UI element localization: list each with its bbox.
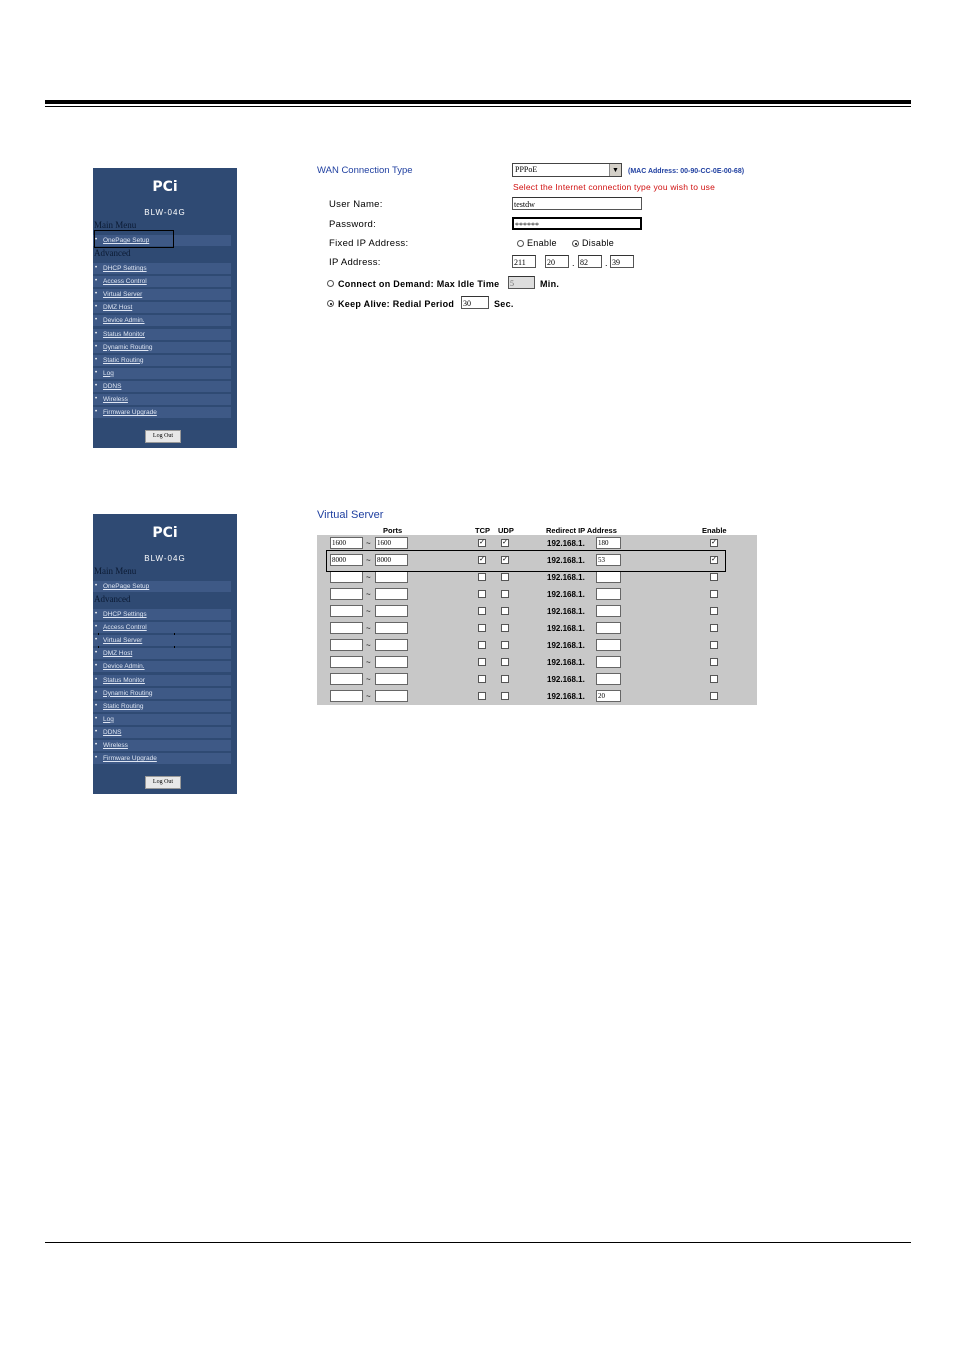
- bullet-icon: •: [95, 676, 98, 683]
- tcp-checkbox[interactable]: [478, 641, 486, 649]
- ip-prefix: 192.168.1.: [547, 539, 585, 548]
- enable-checkbox[interactable]: [710, 675, 718, 683]
- top-rule-thin: [45, 106, 911, 107]
- sidebar-item-dynamic-routing[interactable]: [93, 688, 231, 699]
- sidebar-item-access-control[interactable]: [93, 276, 231, 287]
- sidebar-item-label: Wireless: [103, 742, 128, 749]
- port-from-input[interactable]: [330, 571, 363, 583]
- bullet-icon: •: [95, 396, 98, 402]
- ip-dot-separator: .: [605, 258, 608, 268]
- port-from-input[interactable]: 8000: [330, 554, 363, 566]
- ip-prefix: 192.168.1.: [547, 624, 585, 633]
- redial-period-input[interactable]: 30: [461, 296, 489, 309]
- port-to-input[interactable]: 1600: [375, 537, 408, 549]
- table-row: [317, 603, 757, 620]
- sidebar-item-label: Virtual Server: [103, 637, 143, 645]
- sidebar-item-log[interactable]: [93, 714, 231, 725]
- bullet-icon: •: [95, 663, 98, 670]
- bullet-icon: •: [95, 742, 98, 748]
- bullet-icon: •: [95, 343, 98, 350]
- bullet-icon: •: [95, 650, 98, 657]
- tcp-header: TCP: [475, 526, 490, 535]
- fixed-ip-disable-radio[interactable]: [572, 240, 579, 247]
- enable-checkbox[interactable]: [710, 692, 718, 700]
- udp-checkbox[interactable]: [501, 590, 509, 598]
- sidebar-item-label: Access Control: [103, 624, 147, 632]
- sidebar-item-ddns[interactable]: [93, 727, 231, 738]
- ip-octet-4[interactable]: 39: [610, 255, 634, 268]
- sidebar-item-label: DHCP Settings: [103, 265, 147, 272]
- udp-header: UDP: [498, 526, 514, 535]
- bullet-icon: •: [95, 755, 98, 762]
- connect-on-demand-radio[interactable]: [327, 280, 334, 287]
- sidebar-item-label: Device Admin.: [103, 317, 145, 325]
- udp-checkbox[interactable]: [501, 573, 509, 581]
- bullet-icon: •: [95, 583, 98, 589]
- port-to-input[interactable]: [375, 690, 408, 702]
- sidebar-item-label: DMZ Host: [103, 650, 133, 658]
- udp-checkbox[interactable]: [501, 607, 509, 615]
- wan-type-value: PPPoE: [515, 165, 538, 174]
- keep-alive-radio[interactable]: [327, 300, 334, 307]
- bullet-icon: •: [95, 409, 98, 416]
- logout-button[interactable]: Log Out: [145, 430, 181, 443]
- redirect-ip-input[interactable]: [596, 656, 621, 668]
- sidebar-item-label: OnePage Setup: [103, 237, 150, 244]
- sidebar-item-static-routing[interactable]: [93, 355, 231, 366]
- sidebar-item-label: Firmware Upgrade: [103, 755, 157, 763]
- keep-alive-label: Keep Alive: Redial Period: [338, 299, 455, 309]
- port-range-tilde: ~: [366, 539, 371, 548]
- sidebar-item-firmware-upgrade[interactable]: [93, 753, 231, 764]
- dropdown-arrow-icon[interactable]: ▼: [609, 164, 621, 176]
- highlight-box: [94, 230, 174, 248]
- sidebar-item-label: Virtual Server: [103, 291, 143, 299]
- bullet-icon: •: [95, 237, 98, 243]
- enable-checkbox[interactable]: [710, 607, 718, 615]
- sidebar-item-device-admin[interactable]: [93, 661, 231, 672]
- wan-connection-type-label: WAN Connection Type: [317, 165, 413, 176]
- connection-type-hint: Select the Internet connection type you wish to use: [513, 182, 716, 192]
- table-row: [317, 637, 757, 654]
- redirect-ip-input[interactable]: 53: [596, 554, 621, 566]
- sec-unit-label: Sec.: [494, 299, 514, 309]
- tcp-checkbox[interactable]: [478, 675, 486, 683]
- enable-checkbox[interactable]: ✓: [711, 556, 717, 563]
- udp-checkbox[interactable]: ✓: [502, 556, 508, 563]
- enable-checkbox[interactable]: [710, 590, 718, 598]
- sidebar-item-label: Log: [103, 715, 114, 723]
- redirect-ip-input[interactable]: [596, 605, 621, 617]
- tcp-checkbox[interactable]: [478, 590, 486, 598]
- port-range-tilde: ~: [366, 590, 371, 599]
- bullet-icon: •: [95, 304, 98, 311]
- password-label: Password:: [329, 219, 377, 230]
- sidebar-item-onepage-setup[interactable]: [93, 581, 231, 592]
- tcp-checkbox[interactable]: [478, 658, 486, 666]
- bullet-icon: •: [95, 715, 98, 722]
- sidebar-item-label: Log: [103, 369, 114, 377]
- sidebar-item-ddns[interactable]: [93, 381, 231, 392]
- mac-address: (MAC Address: 00-90-CC-0E-00-68): [628, 168, 745, 175]
- sidebar-item-status-monitor[interactable]: [93, 675, 231, 686]
- udp-checkbox[interactable]: ✓: [502, 539, 508, 546]
- sidebar-item-static-routing[interactable]: [93, 701, 231, 712]
- sidebar-item-virtual-server[interactable]: [93, 635, 231, 646]
- ip-octet-3[interactable]: 82: [578, 255, 602, 268]
- port-to-input[interactable]: [375, 605, 408, 617]
- tcp-checkbox[interactable]: ✓: [479, 556, 485, 563]
- tcp-checkbox[interactable]: ✓: [479, 539, 485, 546]
- ip-prefix: 192.168.1.: [547, 607, 585, 616]
- ports-header: Ports: [383, 526, 403, 535]
- sidebar-item-label: Dynamic Routing: [103, 689, 153, 697]
- main-menu-heading: Main Menu: [94, 220, 137, 230]
- tcp-checkbox[interactable]: [478, 692, 486, 700]
- min-unit-label: Min.: [540, 279, 560, 289]
- fixed-ip-label: Fixed IP Address:: [329, 238, 409, 249]
- sidebar-item-label: Static Routing: [103, 356, 144, 364]
- main-menu-heading: Main Menu: [94, 566, 137, 576]
- port-range-tilde: ~: [366, 624, 371, 633]
- port-to-input[interactable]: [375, 656, 408, 668]
- bullet-icon: •: [95, 369, 98, 376]
- ip-octet-1[interactable]: 211: [512, 255, 536, 268]
- port-range-tilde: ~: [366, 556, 371, 565]
- enable-checkbox[interactable]: [710, 658, 718, 666]
- connect-on-demand-label: Connect on Demand: Max Idle Time: [338, 279, 500, 289]
- port-to-input[interactable]: [375, 571, 408, 583]
- udp-checkbox[interactable]: [501, 641, 509, 649]
- enable-checkbox[interactable]: ✓: [711, 539, 717, 546]
- port-from-input[interactable]: [330, 690, 363, 702]
- sidebar-item-label: DDNS: [103, 382, 122, 390]
- redirect-ip-input[interactable]: [596, 673, 621, 685]
- sidebar-item-label: Firmware Upgrade: [103, 409, 157, 417]
- sidebar-item-label: Wireless: [103, 396, 128, 403]
- port-from-input[interactable]: [330, 639, 363, 651]
- virtual-server-title: Virtual Server: [317, 509, 384, 521]
- model-name: BLW-04G: [144, 208, 186, 217]
- sidebar-item-firmware-upgrade[interactable]: [93, 407, 231, 418]
- port-from-input[interactable]: 1600: [330, 537, 363, 549]
- redirect-ip-input[interactable]: 20: [596, 690, 621, 702]
- bottom-rule: [45, 1242, 911, 1243]
- enable-checkbox[interactable]: [710, 573, 718, 581]
- advanced-heading: Advanced: [94, 248, 131, 258]
- sidebar-item-dynamic-routing[interactable]: [93, 342, 231, 353]
- sidebar-item-log[interactable]: [93, 368, 231, 379]
- port-to-input[interactable]: [375, 622, 408, 634]
- redirect-ip-header: Redirect IP Address: [546, 526, 617, 535]
- port-from-input[interactable]: [330, 656, 363, 668]
- sidebar-item-label: DMZ Host: [103, 304, 133, 312]
- enable-checkbox[interactable]: [710, 624, 718, 632]
- tcp-checkbox[interactable]: [478, 607, 486, 615]
- sidebar-virtual-server: [93, 514, 237, 794]
- port-from-input[interactable]: [330, 673, 363, 685]
- highlight-box: [326, 550, 726, 572]
- pci-logo: PCi: [152, 179, 178, 195]
- max-idle-time-input[interactable]: 5: [508, 276, 535, 289]
- port-to-input[interactable]: [375, 639, 408, 651]
- user-name-input[interactable]: testdw: [512, 197, 642, 210]
- port-from-input[interactable]: [330, 622, 363, 634]
- bullet-icon: •: [95, 291, 98, 298]
- sidebar-item-label: DHCP Settings: [103, 611, 147, 618]
- bullet-icon: •: [95, 611, 98, 617]
- ip-prefix: 192.168.1.: [547, 692, 585, 701]
- sidebar-item-status-monitor[interactable]: [93, 329, 231, 340]
- redirect-ip-input[interactable]: 180: [596, 537, 621, 549]
- port-range-tilde: ~: [366, 658, 371, 667]
- port-range-tilde: ~: [366, 573, 371, 582]
- tcp-checkbox[interactable]: [478, 624, 486, 632]
- bullet-icon: •: [95, 278, 98, 285]
- sidebar-item-dmz-host[interactable]: [93, 302, 231, 313]
- sidebar-item-label: Static Routing: [103, 702, 144, 710]
- sidebar-item-label: Device Admin.: [103, 663, 145, 671]
- enable-label: Enable: [527, 238, 557, 248]
- logout-button[interactable]: Log Out: [145, 776, 181, 789]
- sidebar-item-dhcp-settings[interactable]: [93, 263, 231, 274]
- table-row: [317, 586, 757, 603]
- udp-checkbox[interactable]: [501, 692, 509, 700]
- sidebar-item-wireless[interactable]: [93, 740, 231, 751]
- fixed-ip-enable-radio[interactable]: [517, 240, 524, 247]
- tcp-checkbox[interactable]: [478, 573, 486, 581]
- redirect-ip-input[interactable]: [596, 622, 621, 634]
- wan-type-select[interactable]: [512, 163, 622, 177]
- port-range-tilde: ~: [366, 692, 371, 701]
- sidebar-item-device-admin[interactable]: [93, 315, 231, 326]
- user-name-label: User Name:: [329, 199, 383, 210]
- sidebar-item-label: DDNS: [103, 728, 122, 736]
- enable-header: Enable: [702, 526, 727, 535]
- udp-checkbox[interactable]: [501, 624, 509, 632]
- sidebar-item-access-control[interactable]: [93, 622, 231, 633]
- ip-dot-separator: .: [572, 258, 575, 268]
- top-rule: [45, 100, 911, 104]
- ip-prefix: 192.168.1.: [547, 641, 585, 650]
- bullet-icon: •: [95, 637, 98, 644]
- sidebar-item-label: Access Control: [103, 278, 147, 286]
- bullet-icon: •: [95, 265, 98, 271]
- pci-logo: PCi: [152, 525, 178, 541]
- password-input[interactable]: ******: [512, 217, 642, 230]
- table-row: [317, 688, 757, 705]
- table-row: [317, 620, 757, 637]
- sidebar-item-label: Dynamic Routing: [103, 343, 153, 351]
- sidebar-item-virtual-server[interactable]: [93, 289, 231, 300]
- port-from-input[interactable]: [330, 605, 363, 617]
- port-range-tilde: ~: [366, 607, 371, 616]
- port-to-input[interactable]: [375, 673, 408, 685]
- redirect-ip-input[interactable]: [596, 571, 621, 583]
- port-to-input[interactable]: 8000: [375, 554, 408, 566]
- redirect-ip-input[interactable]: [596, 588, 621, 600]
- disable-label: Disable: [582, 238, 615, 248]
- udp-checkbox[interactable]: [501, 675, 509, 683]
- bullet-icon: •: [95, 382, 98, 389]
- sidebar-item-label: Status Monitor: [103, 676, 145, 684]
- ip-prefix: 192.168.1.: [547, 658, 585, 667]
- udp-checkbox[interactable]: [501, 658, 509, 666]
- ip-prefix: 192.168.1.: [547, 556, 585, 565]
- port-from-input[interactable]: [330, 588, 363, 600]
- bullet-icon: •: [95, 317, 98, 324]
- bullet-icon: •: [95, 356, 98, 363]
- bullet-icon: •: [95, 330, 98, 337]
- bullet-icon: •: [95, 624, 98, 631]
- table-row: [317, 671, 757, 688]
- sidebar-item-wireless[interactable]: [93, 394, 231, 405]
- port-range-tilde: ~: [366, 675, 371, 684]
- bullet-icon: •: [95, 689, 98, 696]
- ip-prefix: 192.168.1.: [547, 675, 585, 684]
- sidebar-item-label: Status Monitor: [103, 330, 145, 338]
- ip-prefix: 192.168.1.: [547, 573, 585, 582]
- ip-address-label: IP Address:: [329, 257, 381, 268]
- bullet-icon: •: [95, 702, 98, 709]
- ip-octet-2[interactable]: 20: [545, 255, 569, 268]
- port-range-tilde: ~: [366, 641, 371, 650]
- sidebar-item-dhcp-settings[interactable]: [93, 609, 231, 620]
- sidebar-onepage: [93, 168, 237, 448]
- enable-checkbox[interactable]: [710, 641, 718, 649]
- ip-prefix: 192.168.1.: [547, 590, 585, 599]
- bullet-icon: •: [95, 728, 98, 735]
- port-to-input[interactable]: [375, 588, 408, 600]
- table-row: [317, 654, 757, 671]
- sidebar-item-dmz-host[interactable]: [93, 648, 231, 659]
- model-name: BLW-04G: [144, 554, 186, 563]
- redirect-ip-input[interactable]: [596, 639, 621, 651]
- advanced-heading: Advanced: [94, 594, 131, 604]
- sidebar-item-label: OnePage Setup: [103, 583, 150, 590]
